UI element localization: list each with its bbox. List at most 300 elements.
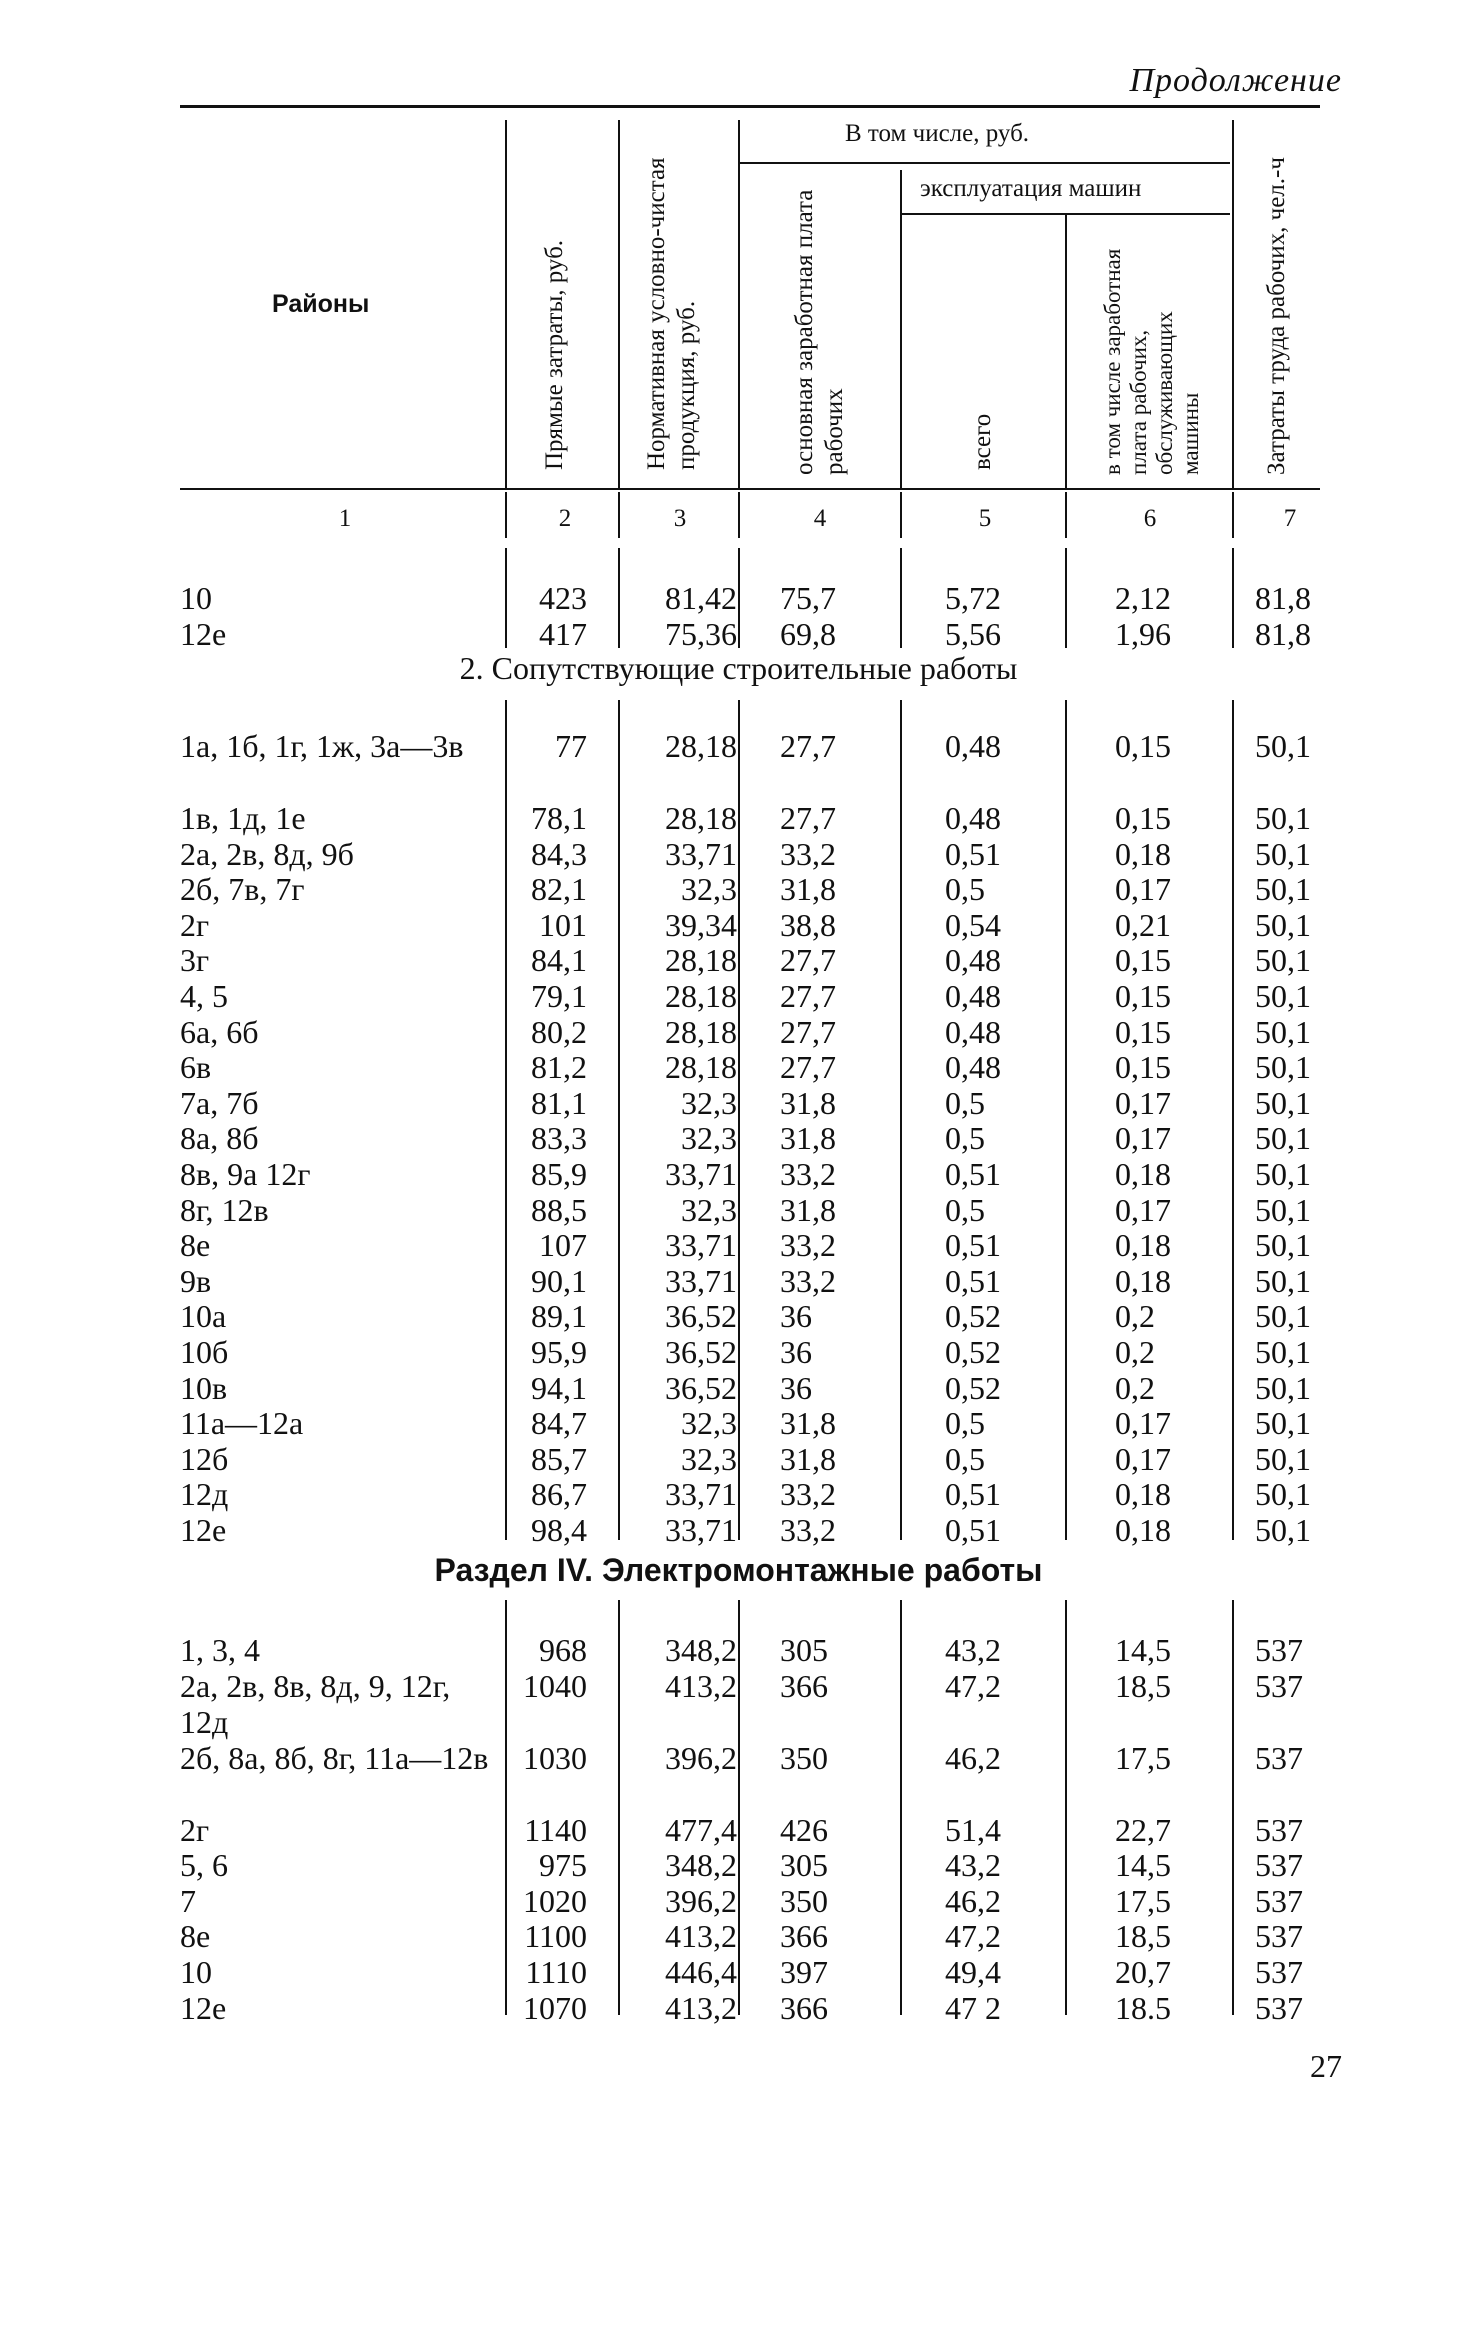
table-row [0,616,1477,652]
cell-labor: 50,1 [1255,1405,1311,1442]
cell-machines-total: 0,52 [945,1334,1001,1370]
cell-region: 8в, 9а 12г [180,1156,311,1192]
cell-labor: 537 [1255,1739,1303,1776]
cell-region: 10в [180,1369,228,1406]
table-row [0,1298,1477,1334]
cell-net-product: 32,3 [681,1191,737,1228]
cell-net-product: 32,3 [681,1120,737,1157]
cell-labor: 50,1 [1255,1013,1311,1050]
cell-labor: 81,8 [1255,580,1311,616]
cell-wages: 38,8 [780,906,836,943]
top-rule [180,105,1320,108]
table-row [0,1441,1477,1477]
cell-labor: 50,1 [1255,800,1311,836]
cell-machines-total: 0,48 [945,942,1001,979]
cell-direct-costs: 968 [539,1632,587,1668]
cell-direct-costs: 90,1 [531,1262,587,1299]
table-row [0,907,1477,943]
cell-machines-total: 51,4 [945,1811,1001,1848]
cell-net-product: 28,18 [665,728,737,764]
cell-machines-total: 0,48 [945,1049,1001,1086]
header-divider-2 [618,120,620,490]
cell-machine-wages: 0,2 [1115,1334,1155,1370]
cell-wages: 31,8 [780,871,836,908]
group-rule [740,162,1230,164]
cell-region: 12е [180,1512,227,1548]
cell-machines-total: 0,5 [945,1191,985,1228]
table-row [0,728,1477,800]
table-row [0,580,1477,616]
cell-machine-wages: 18,5 [1115,1667,1171,1704]
cell-labor: 50,1 [1255,1298,1311,1335]
cell-machines-total: 0,51 [945,1512,1001,1548]
cell-direct-costs: 84,7 [531,1405,587,1442]
table-row [0,1883,1477,1919]
cell-net-product: 348,2 [665,1847,737,1884]
cell-direct-costs: 417 [539,615,587,652]
cell-labor: 537 [1255,1847,1303,1884]
num-divider-3 [738,492,740,538]
cell-direct-costs: 89,1 [531,1298,587,1335]
col-number-3: 3 [673,505,687,532]
cell-region: 2б, 7в, 7г [180,871,305,908]
cell-machine-wages: 0,18 [1115,1227,1171,1264]
table-row [0,1812,1477,1848]
cell-machines-total: 0,48 [945,978,1001,1014]
cell-machines-total: 0,52 [945,1369,1001,1406]
cell-region: 1, 3, 4 [180,1632,260,1668]
cell-labor: 50,1 [1255,1512,1311,1548]
cell-machines-total: 0,48 [945,1013,1001,1050]
col-number-5: 5 [978,505,992,532]
cell-wages: 27,7 [780,728,836,764]
cell-machine-wages: 14,5 [1115,1632,1171,1668]
cell-labor: 81,8 [1255,615,1311,652]
num-divider-2 [618,492,620,538]
cell-machine-wages: 0,17 [1115,1405,1171,1442]
cell-wages: 426 [780,1811,828,1848]
cell-direct-costs: 423 [539,580,587,616]
header-divider-1 [505,120,507,490]
table-row [0,1668,1477,1740]
table-row [0,1334,1477,1370]
cell-region: 8г, 12в [180,1191,269,1228]
cell-machine-wages: 0,18 [1115,1156,1171,1192]
cell-wages: 33,2 [780,1262,836,1299]
cell-labor: 50,1 [1255,728,1311,764]
cell-region: 10 [180,580,212,616]
table-row [0,800,1477,836]
cell-net-product: 32,3 [681,1084,737,1121]
cell-machine-wages: 0,15 [1115,728,1171,764]
table-row [0,942,1477,978]
col-labor-header: Затраты труда рабочих, чел.-ч [1263,157,1290,475]
header-divider-5 [1065,215,1067,490]
cell-region: 6в [180,1049,212,1086]
cell-wages: 36 [780,1334,812,1370]
cell-machines-total: 46,2 [945,1739,1001,1776]
cell-wages: 31,8 [780,1405,836,1442]
table-row [0,1632,1477,1668]
cell-machine-wages: 0,21 [1115,906,1171,943]
cell-machine-wages: 20,7 [1115,1954,1171,1990]
cell-wages: 350 [780,1882,828,1919]
cell-region: 12д [180,1476,229,1513]
cell-region: 8е [180,1227,211,1264]
cell-region: 12е [180,615,227,652]
cell-machine-wages: 0,15 [1115,1049,1171,1086]
cell-wages: 33,2 [780,835,836,872]
cell-machines-total: 46,2 [945,1882,1001,1919]
cell-machine-wages: 0,17 [1115,1440,1171,1477]
cell-labor: 50,1 [1255,1191,1311,1228]
cell-wages: 69,8 [780,615,836,652]
cell-direct-costs: 98,4 [531,1512,587,1548]
col-number-7: 7 [1283,505,1297,532]
cell-direct-costs: 1100 [524,1918,587,1955]
cell-wages: 33,2 [780,1227,836,1264]
cell-direct-costs: 85,7 [531,1440,587,1477]
cell-direct-costs: 84,1 [531,942,587,979]
cell-net-product: 33,71 [665,1512,737,1548]
cell-labor: 50,1 [1255,1440,1311,1477]
cell-machine-wages: 22,7 [1115,1811,1171,1848]
cell-labor: 50,1 [1255,871,1311,908]
cell-net-product: 477,4 [665,1811,737,1848]
header-bottom-rule [180,488,1320,490]
col-regions-header: Районы [272,290,370,318]
cell-wages: 33,2 [780,1156,836,1192]
table-row [0,1192,1477,1228]
table-row [0,1049,1477,1085]
cell-net-product: 32,3 [681,1405,737,1442]
cell-region: 5, 6 [180,1847,228,1884]
cell-machine-wages: 0,18 [1115,1262,1171,1299]
cell-machines-total: 0,48 [945,728,1001,764]
table-row [0,978,1477,1014]
cell-labor: 50,1 [1255,906,1311,943]
cell-net-product: 348,2 [665,1632,737,1668]
machines-rule [902,213,1230,215]
cell-machines-total: 0,52 [945,1298,1001,1335]
cell-wages: 27,7 [780,942,836,979]
cell-net-product: 413,2 [665,1667,737,1704]
cell-net-product: 446,4 [665,1954,737,1990]
table-row [0,1740,1477,1812]
cell-net-product: 28,18 [665,942,737,979]
cell-net-product: 36,52 [665,1334,737,1370]
cell-direct-costs: 81,2 [531,1049,587,1086]
cell-labor: 537 [1255,1954,1303,1990]
cell-net-product: 33,71 [665,1227,737,1264]
cell-net-product: 75,36 [665,615,737,652]
cell-region: 2г [180,1811,210,1848]
cell-wages: 31,8 [780,1440,836,1477]
cell-wages: 31,8 [780,1191,836,1228]
cell-net-product: 39,34 [665,906,737,943]
table-row [0,1512,1477,1548]
cell-labor: 50,1 [1255,1084,1311,1121]
cell-machine-wages: 0,18 [1115,1512,1171,1548]
table-row [0,1227,1477,1263]
cell-wages: 33,2 [780,1476,836,1513]
group-header: В том числе, руб. [845,120,1030,147]
cell-machines-total: 47,2 [945,1667,1001,1704]
cell-direct-costs: 84,3 [531,835,587,872]
cell-direct-costs: 80,2 [531,1013,587,1050]
table-row [0,1156,1477,1192]
col-machine-wages-header: в том числе заработная плата рабочих, обслуживающих машины [1100,248,1203,475]
cell-region: 12б [180,1440,229,1477]
cell-machine-wages: 0,17 [1115,871,1171,908]
cell-direct-costs: 1070 [523,1989,587,2026]
cell-labor: 537 [1255,1882,1303,1919]
cell-labor: 50,1 [1255,835,1311,872]
cell-region: 4, 5 [180,978,228,1014]
cell-wages: 75,7 [780,580,836,616]
cell-direct-costs: 77 [555,728,587,764]
cell-wages: 305 [780,1847,828,1884]
cell-direct-costs: 1040 [523,1667,587,1704]
table-row [0,1990,1477,2026]
table-row [0,1405,1477,1441]
table-row [0,1085,1477,1121]
cell-machine-wages: 18.5 [1115,1989,1171,2026]
cell-machines-total: 0,5 [945,1440,985,1477]
cell-region: 1а, 1б, 1г, 1ж, 3а—3в [180,728,464,764]
cell-direct-costs: 82,1 [531,871,587,908]
cell-machines-total: 5,56 [945,615,1001,652]
cell-wages: 27,7 [780,978,836,1014]
cell-wages: 33,2 [780,1512,836,1548]
table-row [0,871,1477,907]
cell-region: 2а, 2в, 8д, 9б [180,835,354,872]
table-row [0,1847,1477,1883]
table-row [0,1954,1477,1990]
cell-machines-total: 0,5 [945,1084,985,1121]
cell-wages: 366 [780,1918,828,1955]
cell-net-product: 33,71 [665,1156,737,1192]
col-number-2: 2 [558,505,572,532]
cell-machines-total: 0,51 [945,1227,1001,1264]
cell-net-product: 413,2 [665,1918,737,1955]
cell-region: 10а [180,1298,227,1335]
cell-labor: 50,1 [1255,1262,1311,1299]
cell-machine-wages: 0,17 [1115,1120,1171,1157]
cell-direct-costs: 88,5 [531,1191,587,1228]
cell-net-product: 33,71 [665,1476,737,1513]
cell-wages: 36 [780,1298,812,1335]
cell-region: 1в, 1д, 1е [180,800,306,836]
col-wages-header: основная заработная плата рабочих [791,189,848,475]
cell-machines-total: 0,5 [945,871,985,908]
cell-machine-wages: 0,15 [1115,978,1171,1014]
cell-labor: 50,1 [1255,1334,1311,1370]
cell-wages: 36 [780,1369,812,1406]
table-row [0,1476,1477,1512]
cell-direct-costs: 94,1 [531,1369,587,1406]
cell-net-product: 396,2 [665,1882,737,1919]
header-divider-4 [900,170,902,490]
table-row [0,836,1477,872]
cell-region: 2а, 2в, 8в, 8д, 9, 12г, 12д [180,1667,451,1740]
cell-machine-wages: 0,17 [1115,1191,1171,1228]
cell-labor: 537 [1255,1918,1303,1955]
col-direct-costs-header: Прямые затраты, руб. [541,239,568,470]
cell-region: 10 [180,1954,212,1990]
cell-wages: 366 [780,1667,828,1704]
cell-net-product: 32,3 [681,871,737,908]
cell-net-product: 413,2 [665,1989,737,2026]
cell-machines-total: 0,51 [945,1156,1001,1192]
cell-wages: 31,8 [780,1084,836,1121]
cell-labor: 537 [1255,1989,1303,2026]
cell-region: 10б [180,1334,229,1370]
section4-title: Раздел IV. Электромонтажные работы [434,1552,1043,1588]
cell-net-product: 33,71 [665,835,737,872]
cell-wages: 305 [780,1632,828,1668]
cell-machine-wages: 17,5 [1115,1882,1171,1919]
cell-machines-total: 5,72 [945,580,1001,616]
cell-labor: 50,1 [1255,942,1311,979]
cell-machines-total: 43,2 [945,1847,1001,1884]
col-number-6: 6 [1143,505,1157,532]
cell-machine-wages: 0,17 [1115,1084,1171,1121]
cell-region: 8е [180,1918,211,1955]
cell-machines-total: 0,51 [945,1476,1001,1513]
cell-machines-total: 47,2 [945,1918,1001,1955]
cell-wages: 27,7 [780,1049,836,1086]
cell-machine-wages: 2,12 [1115,580,1171,616]
cell-region: 11а—12а [180,1405,304,1442]
cell-labor: 50,1 [1255,1227,1311,1264]
cell-direct-costs: 107 [539,1227,587,1264]
cell-machines-total: 0,51 [945,1262,1001,1299]
section2-title: 2. Сопутствующие строительные работы [459,650,1018,686]
cell-machine-wages: 0,18 [1115,835,1171,872]
header-divider-3 [738,120,740,490]
cell-machines-total: 43,2 [945,1632,1001,1668]
table-row [0,1370,1477,1406]
cell-machines-total: 47 2 [945,1989,1001,2026]
cell-direct-costs: 95,9 [531,1334,587,1370]
cell-net-product: 33,71 [665,1262,737,1299]
cell-wages: 397 [780,1954,828,1990]
cell-region: 6а, 6б [180,1013,259,1050]
cell-direct-costs: 85,9 [531,1156,587,1192]
cell-machine-wages: 0,18 [1115,1476,1171,1513]
cell-machine-wages: 18,5 [1115,1918,1171,1955]
machines-header: эксплуатация машин [920,175,1142,202]
cell-direct-costs: 1140 [524,1811,587,1848]
cell-region: 7 [180,1882,196,1919]
cell-net-product: 36,52 [665,1369,737,1406]
cell-wages: 366 [780,1989,828,2026]
cell-net-product: 28,18 [665,800,737,836]
cell-region: 7а, 7б [180,1084,259,1121]
cell-direct-costs: 78,1 [531,800,587,836]
cell-wages: 350 [780,1739,828,1776]
cell-net-product: 81,42 [665,580,737,616]
cell-labor: 50,1 [1255,1156,1311,1192]
cell-labor: 50,1 [1255,1369,1311,1406]
cell-direct-costs: 1110 [525,1954,587,1990]
cell-machines-total: 49,4 [945,1954,1001,1990]
cell-direct-costs: 1030 [523,1739,587,1776]
cell-wages: 27,7 [780,800,836,836]
cell-net-product: 396,2 [665,1739,737,1776]
cell-labor: 50,1 [1255,978,1311,1014]
cell-wages: 27,7 [780,1013,836,1050]
page-number: 27 [1310,2048,1342,2084]
cell-direct-costs: 1020 [523,1882,587,1919]
cell-region: 3г [180,942,210,979]
cell-direct-costs: 81,1 [531,1084,587,1121]
cell-labor: 50,1 [1255,1476,1311,1513]
cell-net-product: 28,18 [665,978,737,1014]
cell-machines-total: 0,5 [945,1120,985,1157]
cell-machine-wages: 0,2 [1115,1298,1155,1335]
cell-region: 9в [180,1262,212,1299]
table-row [0,1263,1477,1299]
cell-machine-wages: 0,15 [1115,942,1171,979]
cell-labor: 537 [1255,1632,1303,1668]
cell-machine-wages: 14,5 [1115,1847,1171,1884]
cell-machines-total: 0,51 [945,835,1001,872]
table-row [0,1014,1477,1050]
header-divider-6 [1232,120,1234,490]
cell-net-product: 32,3 [681,1440,737,1477]
col-machines-total-header: всего [969,413,996,470]
cell-direct-costs: 83,3 [531,1120,587,1157]
cell-machine-wages: 17,5 [1115,1739,1171,1776]
cell-machines-total: 0,5 [945,1405,985,1442]
cell-direct-costs: 101 [539,906,587,943]
cell-net-product: 28,18 [665,1013,737,1050]
cell-region: 2б, 8а, 8б, 8г, 11а—12в [180,1739,489,1776]
cell-wages: 31,8 [780,1120,836,1157]
cell-machines-total: 0,54 [945,906,1001,943]
cell-direct-costs: 975 [539,1847,587,1884]
table-row [0,1120,1477,1156]
cell-region: 12е [180,1989,227,2026]
cell-direct-costs: 86,7 [531,1476,587,1513]
cell-region: 2г [180,906,210,943]
num-divider-6 [1232,492,1234,538]
num-divider-5 [1065,492,1067,538]
cell-machine-wages: 0,2 [1115,1369,1155,1406]
cell-machine-wages: 0,15 [1115,800,1171,836]
continuation-label: Продолжение [1129,62,1342,99]
table-row [0,1918,1477,1954]
cell-direct-costs: 79,1 [531,978,587,1014]
col-number-4: 4 [813,505,827,532]
cell-labor: 537 [1255,1667,1303,1704]
cell-machines-total: 0,48 [945,800,1001,836]
num-divider-1 [505,492,507,538]
cell-machine-wages: 0,15 [1115,1013,1171,1050]
num-divider-4 [900,492,902,538]
col-number-1: 1 [338,505,352,532]
cell-net-product: 36,52 [665,1298,737,1335]
cell-net-product: 28,18 [665,1049,737,1086]
cell-labor: 50,1 [1255,1049,1311,1086]
cell-labor: 50,1 [1255,1120,1311,1157]
cell-machine-wages: 1,96 [1115,615,1171,652]
cell-labor: 537 [1255,1811,1303,1848]
col-net-product-header: Нормативная условно-чистая продукция, руб. [643,157,700,470]
cell-region: 8а, 8б [180,1120,259,1157]
